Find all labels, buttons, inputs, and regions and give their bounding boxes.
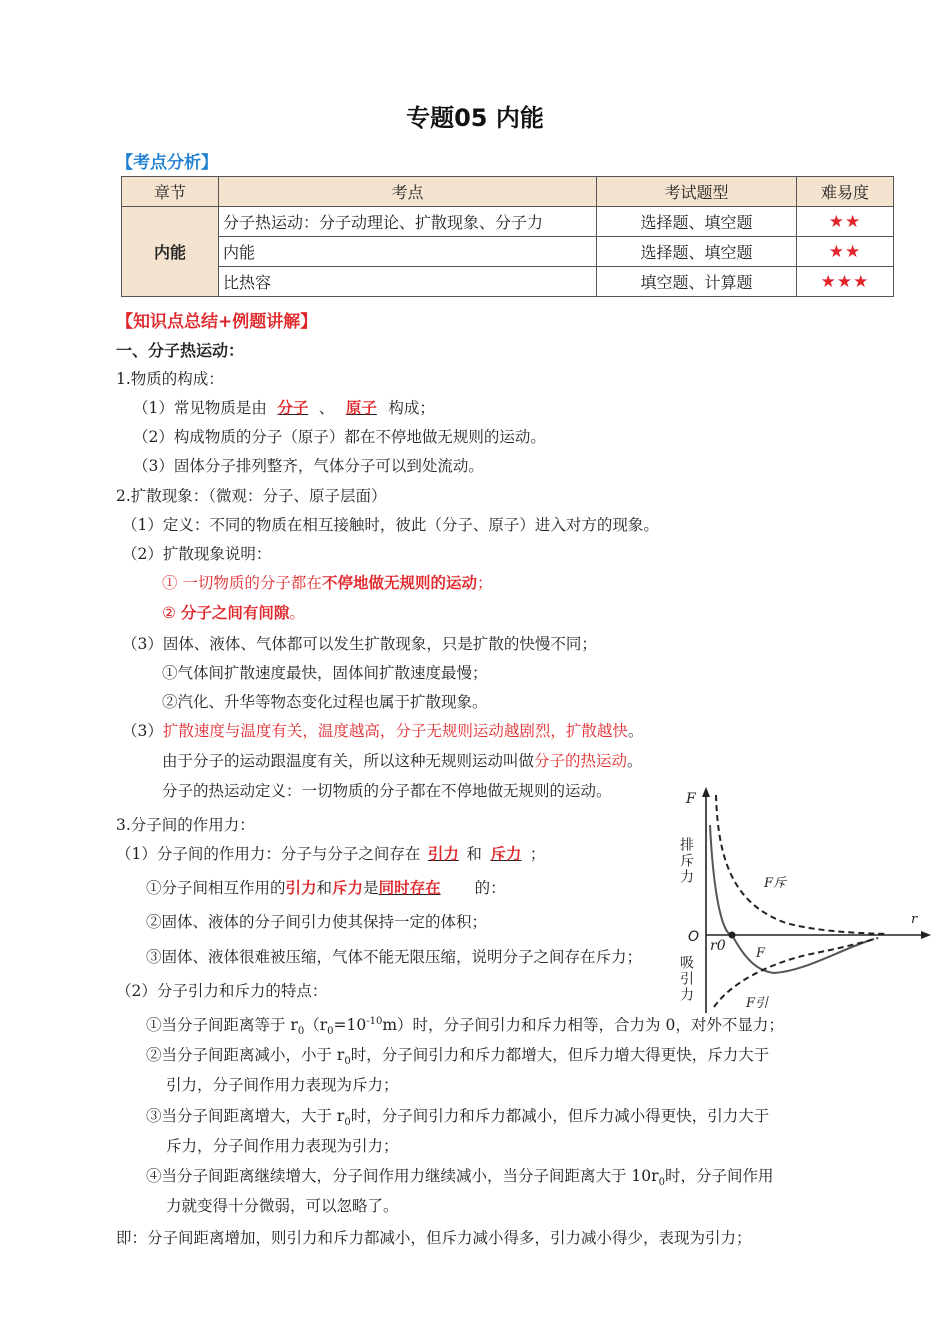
text-line: （2）分子引力和斥力的特点： xyxy=(116,982,328,1000)
origin-label: O xyxy=(688,929,700,945)
summary-heading: 【知识点总结+例题讲解】 xyxy=(116,312,318,332)
difficulty-stars: ★★ xyxy=(797,207,894,237)
section-heading: 一、分子热运动： xyxy=(116,341,245,360)
text-line: （2）扩散现象说明： xyxy=(122,545,272,563)
header-point: 考点 xyxy=(219,177,597,207)
text-line: ②汽化、升华等物态变化过程也属于扩散现象。 xyxy=(162,693,488,711)
net-force-label: F xyxy=(756,946,766,961)
text-line: ②当分子间距离减小，小于 $r_0$时，分子间引力和斥力都增大，但斥力增大得更快，斥力大于 xyxy=(146,1046,770,1068)
table-row xyxy=(122,267,894,297)
chapter-cell: 内能 xyxy=(122,207,219,297)
highlight-line: ① 一切物质的分子都在不停地做无规则的运动； xyxy=(162,573,493,592)
text-line: （1）常见物质是由 分子 、 原子 构成； xyxy=(133,398,435,417)
type-cell: 选择题、填空题 xyxy=(597,237,797,267)
text-line: （3）固体、液体、气体都可以发生扩散现象，只是扩散的快慢不同； xyxy=(122,635,597,653)
type-cell: 填空题、计算题 xyxy=(597,267,797,297)
f-axis-label: F xyxy=(686,791,696,807)
text-line: 引力，分子间作用力表现为斥力； xyxy=(166,1076,399,1094)
blank-answer: 斥力 xyxy=(490,844,522,863)
text-line: 即：分子间距离增加，则引力和斥力都减小，但斥力减小得多，引力减小得少，表现为引力； xyxy=(116,1229,752,1247)
text-line: （3）固体分子排列整齐，气体分子可以到处流动。 xyxy=(133,457,484,475)
text-line: ④当分子间距离继续增大，分子间作用力继续减小，当分子间距离大于 $10r_0$时，分子间作用 xyxy=(146,1167,774,1189)
attraction-curve xyxy=(714,938,878,1007)
blank-answer: 同时存在 xyxy=(378,878,441,897)
point-cell: 比热容 xyxy=(219,267,597,297)
text-line: 分子的热运动定义：一切物质的分子都在不停地做无规则的运动。 xyxy=(162,782,612,800)
text-line: ①当分子间距离等于 $r_0(r_0=10^{-10}m)$时，分子间引力和斥力相等，合力为 0，对外不显力； xyxy=(146,1015,784,1038)
point-heading: 2.扩散现象：（微观：分子、原子层面） xyxy=(116,487,387,505)
r0-label: r0 xyxy=(710,938,726,954)
table-row xyxy=(122,237,894,267)
text-line: （1）分子间的作用力：分子与分子之间存在 引力 和 斥力 ； xyxy=(116,844,546,863)
attraction-axis-label: 吸引力 xyxy=(678,955,694,1003)
r-axis-label: r xyxy=(911,912,918,927)
f-axis-arrow xyxy=(702,787,710,797)
repulsion-force-label: F斥 xyxy=(764,876,787,891)
blank-answer: 引力 xyxy=(427,844,459,863)
repulsion-curve xyxy=(716,795,888,934)
text-line: 力就变得十分微弱，可以忽略了。 xyxy=(166,1197,399,1215)
text-line: ③当分子间距离增大，大于 $r_0$时，分子间引力和斥力都减小，但斥力减小得更快，引力大于 xyxy=(146,1107,770,1129)
text-line: 由于分子的运动跟温度有关，所以这种无规则运动叫做分子的热运动。 xyxy=(162,752,643,770)
point-cell: 内能 xyxy=(219,237,597,267)
r0-point xyxy=(729,932,736,939)
blank-answer: 原子 xyxy=(345,398,377,417)
highlight-line: ② 分子之间有间隙。 xyxy=(162,603,305,622)
text-line: ①分子间相互作用的引力和斥力是同时存在 的： xyxy=(146,878,506,897)
net-force-curve xyxy=(710,825,874,973)
attraction-force-label: F引 xyxy=(746,996,769,1011)
text-line: ③固体、液体很难被压缩，气体不能无限压缩，说明分子之间存在斥力； xyxy=(146,948,643,966)
table-header-row xyxy=(122,177,894,207)
point-cell: 分子热运动：分子动理论、扩散现象、分子力 xyxy=(219,207,597,237)
r-axis-arrow xyxy=(921,931,931,939)
exam-points-table xyxy=(121,176,894,297)
header-chapter: 章节 xyxy=(122,177,219,207)
type-cell: 选择题、填空题 xyxy=(597,207,797,237)
header-type: 考试题型 xyxy=(597,177,797,207)
page-title: 专题05 内能 xyxy=(406,104,544,132)
text-line: （1）定义：不同的物质在相互接触时，彼此（分子、原子）进入对方的现象。 xyxy=(122,516,659,534)
table-row xyxy=(122,207,894,237)
header-difficulty: 难易度 xyxy=(797,177,894,207)
difficulty-stars: ★★★ xyxy=(797,267,894,297)
text-line: ②固体、液体的分子间引力使其保持一定的体积； xyxy=(146,913,488,931)
highlight-line: （3）扩散速度与温度有关，温度越高，分子无规则运动越剧烈，扩散越快。 xyxy=(122,722,644,740)
point-heading: 1.物质的构成： xyxy=(116,370,224,388)
difficulty-stars: ★★ xyxy=(797,237,894,267)
repulsion-axis-label: 排斥力 xyxy=(678,837,694,885)
analysis-heading: 【考点分析】 xyxy=(116,153,218,173)
text-line: （2）构成物质的分子（原子）都在不停地做无规则的运动。 xyxy=(133,428,546,446)
point-heading: 3.分子间的作用力： xyxy=(116,816,255,834)
molecular-force-graph xyxy=(676,785,936,1017)
text-line: ①气体间扩散速度最快，固体间扩散速度最慢； xyxy=(162,664,488,682)
text-line: 斥力，分子间作用力表现为引力； xyxy=(166,1137,399,1155)
blank-answer: 分子 xyxy=(277,398,309,417)
